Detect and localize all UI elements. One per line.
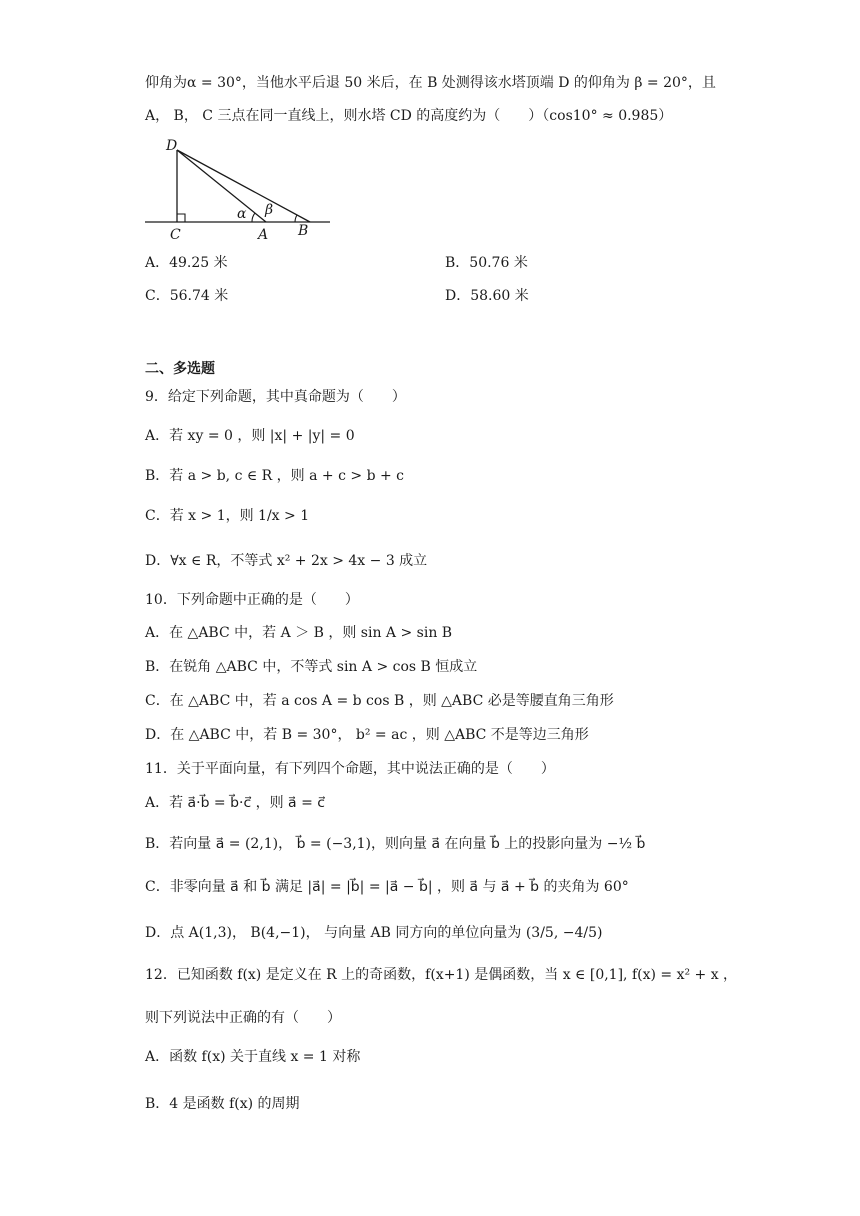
q12-option-A: A．函数 f(x) 关于直线 x = 1 对称: [145, 1049, 361, 1065]
label-beta: β: [265, 202, 274, 218]
q10-option-D: D．在 △ABC 中，若 B = 30°， b² = ac ，则 △ABC 不是等边三角形: [145, 727, 589, 743]
q11-option-D: D．点 A(1,3)， B(4,−1)， 与向量 AB 同方向的单位向量为 (3/5, −4/5): [145, 925, 603, 941]
label-C: C: [170, 227, 181, 243]
q11-stem: 11．关于平面向量，有下列四个命题，其中说法正确的是（ ）: [145, 761, 555, 777]
q9-option-A: A．若 xy = 0 ，则 |x| + |y| = 0: [145, 428, 355, 444]
q8-option-B: B．50.76 米: [445, 255, 528, 271]
q10-option-A: A．在 △ABC 中，若 A ＞ B ，则 sin A > sin B: [145, 625, 453, 641]
q8-option-C: C．56.74 米: [145, 288, 229, 304]
label-alpha: α: [237, 206, 247, 222]
q8-option-D: D．58.60 米: [445, 288, 529, 304]
intro-line-1: 仰角为α = 30°，当他水平后退 50 米后，在 B 处测得该水塔顶端 D 的仰角为 β = 20°，且: [145, 75, 716, 91]
right-angle-mark: [177, 214, 185, 222]
label-D: D: [166, 138, 178, 154]
beta-arc: [295, 215, 297, 222]
intro-line-2: A， B， C 三点在同一直线上，则水塔 CD 的高度约为（ ）（cos10° ≈ 0.985）: [145, 108, 673, 124]
q10-option-B: B．在锐角 △ABC 中，不等式 sin A > cos B 恒成立: [145, 659, 478, 675]
q11-option-A: A．若 a⃗·b⃗ = b⃗·c⃗ ，则 a⃗ = c⃗: [145, 795, 325, 811]
q12-option-B: B．4 是函数 f(x) 的周期: [145, 1096, 300, 1112]
q9-option-C: C．若 x > 1，则 1/x > 1: [145, 508, 310, 524]
label-B: B: [298, 223, 309, 239]
section-title: 二、多选题: [145, 361, 215, 377]
q9-stem: 9．给定下列命题，其中真命题为（ ）: [145, 389, 406, 405]
q9-option-D: D．∀x ∈ R，不等式 x² + 2x > 4x − 3 成立: [145, 553, 428, 569]
q10-stem: 10．下列命题中正确的是（ ）: [145, 592, 359, 608]
label-A: A: [258, 227, 269, 243]
q12-stem: 12．已知函数 f(x) 是定义在 R 上的奇函数，f(x+1) 是偶函数，当 x ∈ [0,1], f(x) = x² + x ，: [145, 967, 738, 983]
q9-option-B: B．若 a > b, c ∈ R ，则 a + c > b + c: [145, 468, 405, 484]
line-DA: [177, 150, 266, 222]
q10-option-C: C．在 △ABC 中，若 a cos A = b cos B ，则 △ABC 必是等腰直角三角形: [145, 693, 614, 709]
q11-option-C: C．非零向量 a⃗ 和 b⃗ 满足 |a⃗| = |b⃗| = |a⃗ − b⃗| ，则 a⃗ 与 a⃗ + b⃗ 的夹角为 60°: [145, 879, 629, 895]
q11-option-B: B．若向量 a⃗ = (2,1)， b⃗ = (−3,1)，则向量 a⃗ 在向量 b⃗ 上的投影向量为 −½ b⃗: [145, 836, 646, 852]
q8-option-A: A．49.25 米: [145, 255, 228, 271]
q12-stem-continued: 则下列说法中正确的有（ ）: [145, 1010, 341, 1026]
alpha-arc: [252, 213, 255, 222]
tower-diagram: [140, 136, 340, 246]
